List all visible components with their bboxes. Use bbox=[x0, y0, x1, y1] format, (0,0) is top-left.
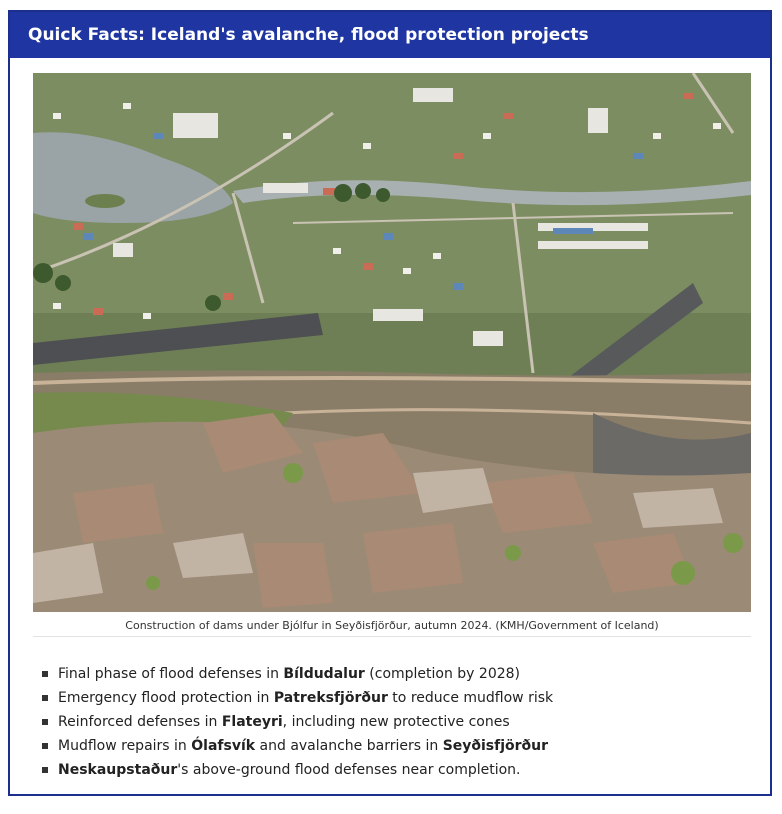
caption-divider bbox=[33, 636, 751, 637]
photo-caption: Construction of dams under Bjólfur in Seyðisfjörður, autumn 2024. (KMH/Government of Iceland) bbox=[125, 619, 659, 632]
bullet-icon bbox=[42, 671, 48, 677]
dam-construction-photo bbox=[33, 73, 751, 612]
fact-item: Mudflow repairs in Ólafsvík and avalanche barriers in Seyðisfjörður bbox=[40, 736, 553, 760]
fact-item: Final phase of flood defenses in Bíldudalur (completion by 2028) bbox=[40, 664, 553, 688]
photo-illustration bbox=[33, 73, 751, 612]
fact-item: Neskaupstaður's above-ground flood defenses near completion. bbox=[40, 760, 553, 784]
facts-list bbox=[40, 664, 553, 784]
quick-facts-box bbox=[8, 10, 772, 796]
bullet-icon bbox=[42, 767, 48, 773]
fact-item: Reinforced defenses in Flateyri, including new protective cones bbox=[40, 712, 553, 736]
bullet-icon bbox=[42, 743, 48, 749]
bullet-icon bbox=[42, 695, 48, 701]
bullet-icon bbox=[42, 719, 48, 725]
box-title: Quick Facts: Iceland's avalanche, flood protection projects bbox=[10, 12, 770, 58]
fact-item: Emergency flood protection in Patreksfjörður to reduce mudflow risk bbox=[40, 688, 553, 712]
